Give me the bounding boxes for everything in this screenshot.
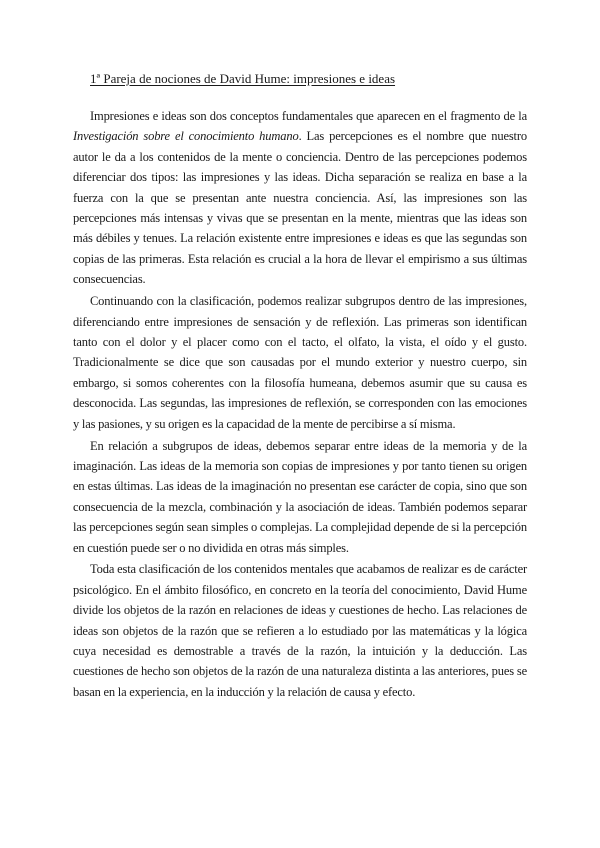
paragraph-1-text-a: Impresiones e ideas son dos conceptos fundamentales que aparecen en el fragmento de la	[90, 109, 527, 123]
paragraph-1	[73, 106, 527, 290]
paragraph-2: Continuando con la clasificación, podemos realizar subgrupos dentro de las impresiones, diferenciando entre impresiones de sensación y de reflexión. Las primeras son identifican tanto con el dolor y el placer como con el tacto, el olfato, la vista, el oído y el gusto. Tradicionalmente se dice que son causadas por el mundo exterior y nuestro cuerpo, sin embargo, si somos coherentes con la filosofía humeana, debemos asumir que su causa es desconocida. Las segundas, las impresiones de reflexión, se corresponden con las emociones y las pasiones, y su origen es la capacidad de la mente de percibirse a sí misma.	[73, 294, 527, 431]
document-body	[73, 106, 527, 702]
paragraph-1-book-title: Investigación sobre el conocimiento humano	[73, 129, 299, 144]
paragraph-3: En relación a subgrupos de ideas, debemos separar entre ideas de la memoria y de la imaginación. Las ideas de la memoria son copias de impresiones y por tanto tienen su origen en estas últimas. Las ideas de la imaginación no presentan ese carácter de copia, sino que son consecuencia de la mezcla, combinación y la asociación de ideas. También podemos separar las percepciones según sean simples o complejas. La complejidad depende de si la percepción en cuestión puede ser o no dividida en otras más simples.	[73, 438, 527, 555]
paragraph-1-text-b: . Las percepciones es el nombre que nuestro autor le da a los contenidos de la mente o conciencia. Dentro de las percepciones podemos diferenciar dos tipos: las impresiones y las ideas. Dicha separación se realiza en base a la fuerza con la que se presentan ante nuestra conciencia. Así, las impresiones son las percepciones más intensas y vivas que se presentan en la mente, mientras que las ideas son más débiles y tenues. La relación existente entre impresiones e ideas es que las segundas son copias de las primeras. Esta relación es crucial a la hora de llevar el empirismo a sus últimas consecuencias.	[73, 129, 527, 287]
paragraph-4: Toda esta clasificación de los contenidos mentales que acabamos de realizar es de carácter psicológico. En el ámbito filosófico, en concreto en la teoría del conocimiento, David Hume divide los objetos de la razón en relaciones de ideas y cuestiones de hecho. Las relaciones de ideas son objetos de la razón que se refieren a lo estudiado por las matemáticas y la lógica cuya necesidad es demostrable a través de la razón, la intuición y la deducción. Las cuestiones de hecho son objetos de la razón de una naturaleza distinta a las anteriores, pues se basan en la experiencia, en la inducción y la relación de causa y efecto.	[73, 562, 527, 699]
document-heading: 1ª Pareja de nociones de David Hume: impresiones e ideas	[90, 71, 396, 86]
